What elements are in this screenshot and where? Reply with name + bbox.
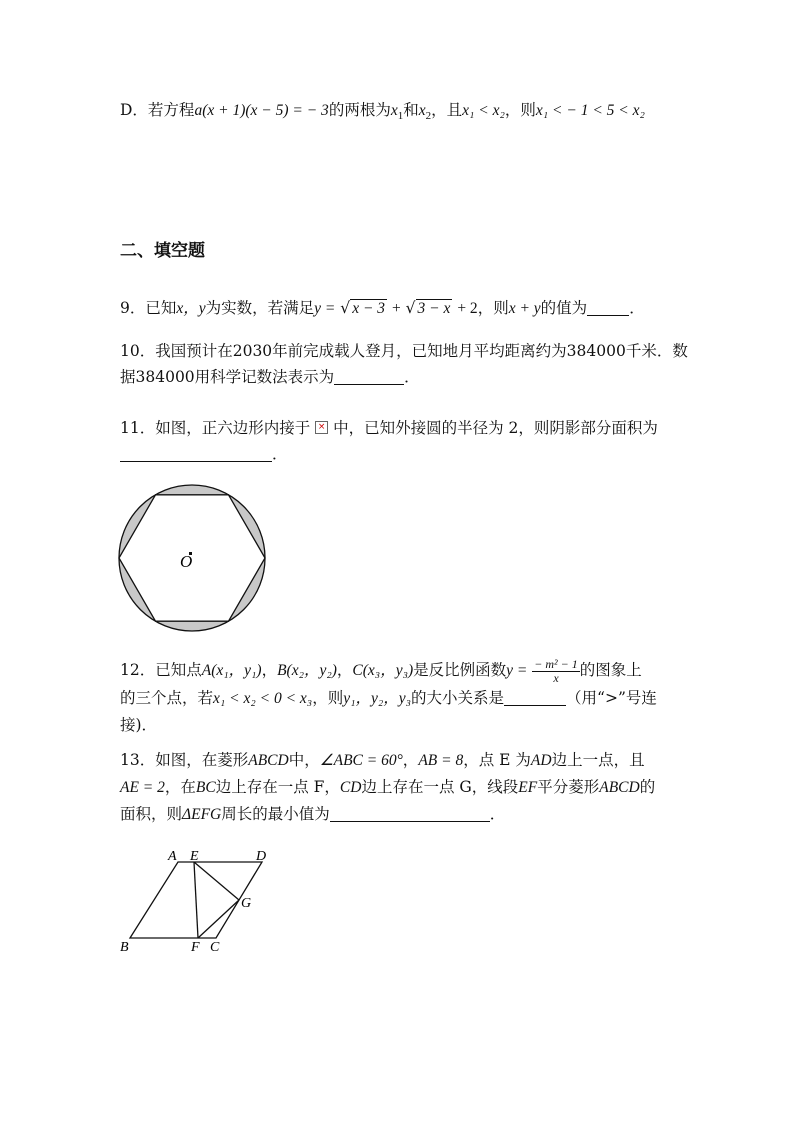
q9-end: ．	[629, 299, 645, 317]
q9-text3: 的值为	[540, 299, 588, 317]
label-a: A	[168, 849, 177, 864]
q11-line1: 11．如图，正六边形内接于 × 中，已知外接圆的半径为 2，则阴影部分面积为	[120, 419, 658, 437]
q9-tail: + 2	[457, 300, 478, 317]
q12-point-b: B(x₂，y₂)	[277, 662, 337, 679]
q12-line2: 的三个点，若x₁ < x₂ < 0 < x₃，则y₁，y₂，y₃的大小关系是 （用“>”号连	[120, 688, 657, 707]
q13-answer-blank[interactable]	[330, 804, 490, 822]
q10-answer-blank[interactable]	[334, 367, 404, 385]
q13-line2: AE = 2，在BC边上存在一点 F，CD边上存在一点 G，线段EF平分菱形ABCD的	[120, 778, 656, 796]
q9-text1: 为实数，若满足	[205, 299, 315, 317]
section-title: 二、填空题	[120, 241, 205, 261]
segment-fg	[198, 900, 239, 938]
q9-answer-blank[interactable]	[587, 298, 629, 316]
q11-figure	[116, 478, 272, 638]
option-d-x1: $x_1$	[390, 102, 404, 122]
question-12	[120, 657, 657, 738]
q10-line2: 据384000用科学记数法表示为 ．	[120, 368, 420, 386]
q13-figure	[112, 842, 277, 957]
q13-line3: 面积，则ΔEFG周长的最小值为 ．	[120, 805, 506, 823]
q9-eq-lhs: y =	[314, 300, 336, 317]
q9-plus: +	[391, 300, 401, 317]
option-d-mid: 的两根为	[328, 101, 391, 119]
q9-expr: x + y	[508, 300, 541, 317]
option-d-condition: x₁ < x₂	[462, 102, 505, 119]
q9-radicand-2: 3 − x	[417, 300, 451, 317]
label-e: E	[190, 849, 199, 864]
option-d-conclusion: x₁ < − 1 < 5 < x₂	[535, 102, 645, 119]
label-f: F	[191, 940, 200, 955]
question-10	[120, 338, 688, 390]
q13-line1: 13．如图，在菱形ABCD中，∠ABC = 60°，AB = 8，点 E 为AD边上一点，且	[120, 751, 645, 769]
option-d-concl-prefix: ，则	[504, 101, 536, 119]
q12-point-c: C(x₃，y₃)	[352, 662, 414, 679]
q9-radicand-1: x − 3	[352, 300, 386, 317]
option-d-equation: a(x + 1)(x − 5) = − 3	[194, 102, 329, 119]
q12-answer-blank[interactable]	[504, 688, 566, 706]
q12-condition: x₁ < x₂ < 0 < x₃	[213, 689, 313, 707]
segment-ef	[194, 862, 198, 938]
label-g: G	[241, 896, 252, 911]
q12-line1: 12．已知点A(x₁，y₁)，B(x₂，y₂)，C(x₃，y₃)是反比例函数y = $\frac{\text{− m² − 1}}{x}$ 的图象上	[120, 656, 642, 685]
q12-ys: y₁，y₂，y₃	[343, 689, 412, 707]
question-9: 9．已知x，y为实数，若满足y = √ x − 3 + √ 3 − x + 2，则x + y的值为 ．	[120, 299, 645, 317]
segment-eg	[194, 862, 239, 900]
broken-image-icon: ×	[315, 421, 328, 434]
option-d-label: D．若方程	[120, 101, 195, 119]
q11-answer-blank[interactable]	[120, 444, 272, 462]
option-d	[120, 97, 645, 129]
center-label: O	[180, 552, 193, 571]
option-d-and: 和	[403, 101, 419, 119]
label-c: C	[210, 940, 220, 955]
question-11	[120, 415, 658, 467]
q9-text2: ，则	[477, 299, 509, 317]
q9-number: 9．已知	[120, 299, 177, 317]
question-13	[120, 747, 655, 828]
label-d: D	[256, 849, 267, 864]
q10-line1: 10．我国预计在2030年前完成载人登月，已知地月平均距离约为384000千米．数	[120, 342, 688, 360]
q9-vars: x，y	[176, 300, 206, 317]
q12-fraction: $\frac{\text{− m² − 1}}{x}$	[534, 656, 578, 685]
option-d-cond-prefix: ，且	[431, 101, 463, 119]
q11-line2: ．	[120, 441, 658, 467]
label-b: B	[120, 940, 129, 955]
q12-point-a: A(x₁，y₁)	[201, 662, 262, 679]
option-d-x2: $x_2$	[418, 102, 432, 122]
q12-line3: 接)．	[120, 715, 158, 734]
